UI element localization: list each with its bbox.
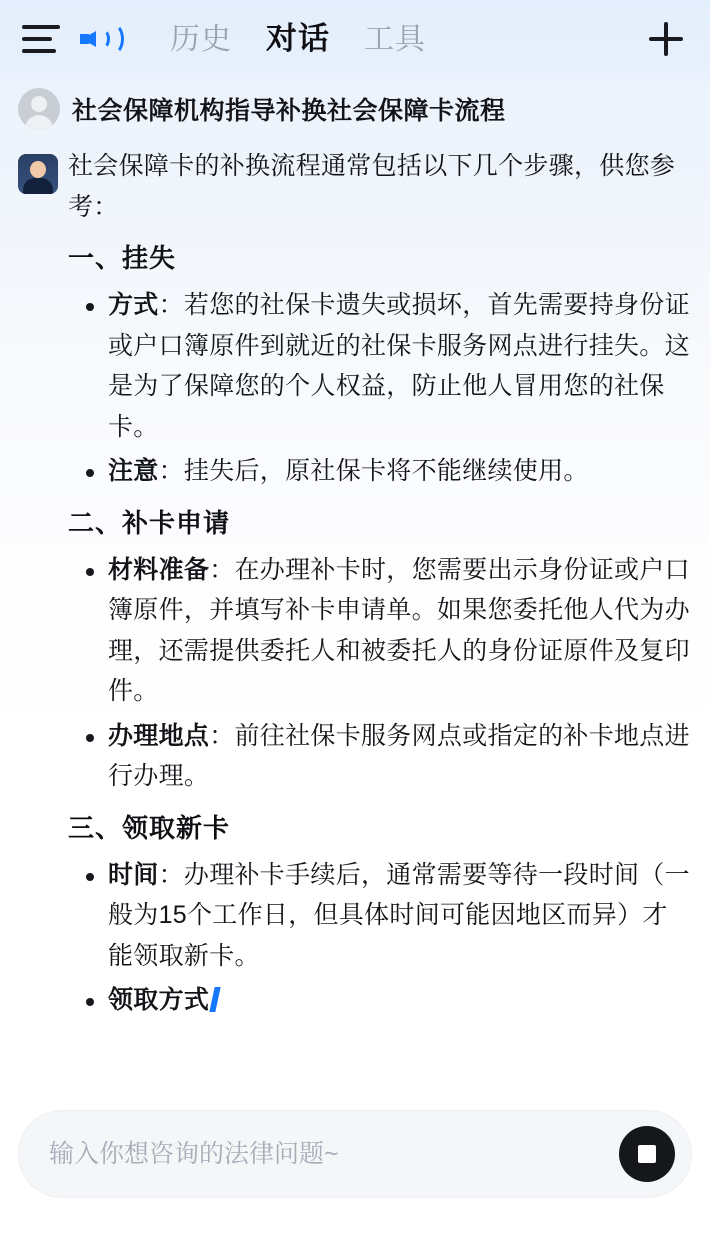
list-item	[78, 716, 692, 797]
list-item-label: 办理地点	[108, 721, 210, 750]
new-chat-plus-icon[interactable]	[644, 17, 688, 61]
assistant-message-row	[14, 136, 692, 1025]
stop-square-icon	[638, 1145, 656, 1163]
composer-area	[0, 1096, 710, 1240]
tab-history[interactable]: 历史	[170, 23, 232, 56]
speaker-on-icon[interactable]	[80, 19, 128, 59]
top-bar	[0, 0, 710, 78]
assistant-intro-text: 社会保障卡的补换流程通常包括以下几个步骤，供您参考：	[68, 152, 676, 221]
list-item	[78, 285, 692, 447]
section-list-3	[68, 855, 692, 1021]
list-item	[78, 451, 692, 492]
list-item-text: ：若您的社保卡遗失或损坏，首先需要持身份证或户口簿原件到就近的社保卡服务网点进行挂失。这是为了保障您的个人权益，防止他人冒用您的社保卡。	[108, 291, 690, 441]
assistant-message-body	[68, 146, 692, 1025]
user-avatar-icon	[18, 88, 60, 130]
section-list-2	[68, 550, 692, 797]
tab-chat[interactable]: 对话	[266, 21, 330, 56]
hamburger-menu-icon[interactable]	[22, 25, 62, 53]
section-heading-2: 二、补卡申请	[68, 507, 231, 538]
list-item	[78, 855, 692, 977]
list-item-label: 领取方式	[108, 986, 210, 1015]
tab-tools[interactable]: 工具	[364, 23, 426, 56]
stop-generating-button[interactable]	[619, 1126, 675, 1182]
typing-caret-icon	[210, 987, 221, 1012]
list-item-label: 注意	[108, 457, 159, 486]
list-item-label: 方式	[108, 291, 159, 320]
composer-bar[interactable]	[18, 1110, 692, 1198]
section-list-1	[68, 285, 692, 492]
list-item	[78, 980, 692, 1021]
list-item-text: ：前往社保卡服务网点或指定的补卡地点进行办理。	[108, 721, 690, 791]
conversation-scroll-area[interactable]	[0, 78, 710, 1096]
list-item-text: ：挂失后，原社保卡将不能继续使用。	[158, 457, 589, 486]
section-heading-1: 一、挂失	[68, 243, 177, 273]
user-message-row	[14, 78, 692, 136]
user-message-text: 社会保障机构指导补换社会保障卡流程	[72, 97, 506, 125]
list-item-label: 材料准备	[108, 555, 210, 584]
assistant-avatar-icon	[18, 154, 58, 194]
list-item-text: ：办理补卡手续后，通常需要等待一段时间（一般为15个工作日，但具体时间可能因地区而异）才能领取新卡。	[108, 860, 690, 970]
message-input[interactable]	[49, 1140, 619, 1169]
list-item	[78, 550, 692, 712]
list-item-text: ：在办理补卡时，您需要出示身份证或户口簿原件，并填写补卡申请单。如果您委托他人代为办理，还需提供委托人和被委托人的身份证原件及复印件。	[108, 555, 690, 706]
list-item-label: 时间	[108, 860, 159, 889]
tab-bar	[170, 23, 426, 55]
section-heading-3: 三、领取新卡	[68, 812, 231, 843]
